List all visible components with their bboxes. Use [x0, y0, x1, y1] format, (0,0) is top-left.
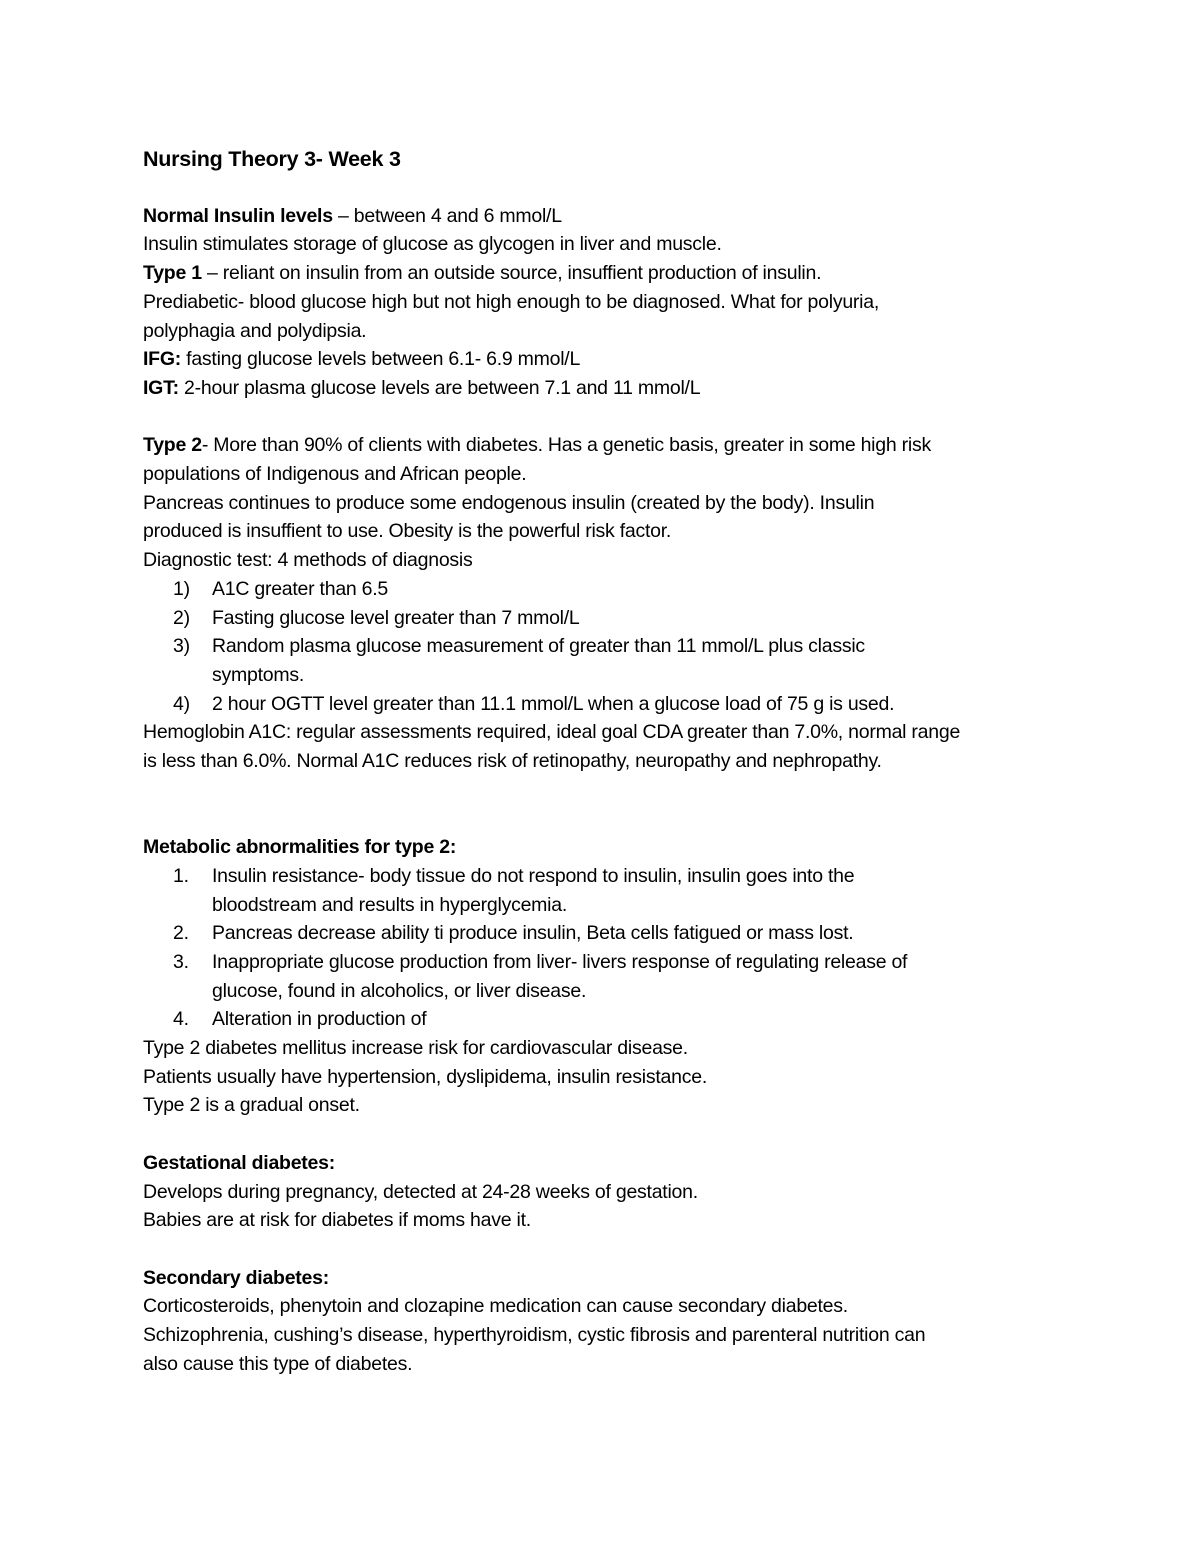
list-item-number: 1.: [173, 864, 189, 887]
secondary-heading: Secondary diabetes:: [143, 1266, 329, 1289]
insulin-levels-label: Normal Insulin levels: [143, 204, 333, 227]
list-item-number: 3.: [173, 950, 189, 973]
type2-text: - More than 90% of clients with diabetes. Has a genetic basis, greater in some high risk: [201, 434, 931, 457]
secondary-line-1: Corticosteroids, phenytoin and clozapine medication can cause secondary diabetes.: [143, 1295, 848, 1318]
list-item-text: Insulin resistance- body tissue do not respond to insulin, insulin goes into the: [212, 864, 855, 887]
type1-label: Type 1: [143, 262, 202, 285]
type2-label: Type 2: [143, 434, 202, 457]
type2-line-3: Pancreas continues to produce some endogenous insulin (created by the body). Insulin: [143, 491, 875, 514]
ifg-line: [143, 345, 1083, 374]
list-item-number: 2.: [173, 922, 189, 945]
type1-line: [143, 259, 1083, 288]
prediabetic-line-1: Prediabetic- blood glucose high but not high enough to be diagnosed. What for polyuria,: [143, 290, 880, 313]
type1-text: – reliant on insulin from an outside source, insuffient production of insulin.: [201, 262, 822, 285]
gestational-heading: Gestational diabetes:: [143, 1151, 335, 1174]
list-item: [143, 575, 1083, 604]
list-item-number: 3): [173, 635, 190, 658]
ifg-text: fasting glucose levels between 6.1- 6.9 mmol/L: [181, 348, 581, 371]
igt-text: 2-hour plasma glucose levels are between 7.1 and 11 mmol/L: [178, 376, 701, 399]
ifg-label: IFG:: [143, 348, 181, 371]
list-item: [143, 862, 1083, 919]
gestational-line-2: Babies are at risk for diabetes if moms have it.: [143, 1209, 531, 1232]
list-item-text: bloodstream and results in hyperglycemia.: [212, 893, 568, 916]
gestational-line-1: Develops during pregnancy, detected at 24-28 weeks of gestation.: [143, 1180, 698, 1203]
list-item-number: 4.: [173, 1008, 189, 1031]
document-body: [143, 145, 1083, 1378]
metabolic-list: [143, 862, 1083, 1034]
list-item-text: Pancreas decrease ability ti produce insulin, Beta cells fatigued or mass lost.: [212, 922, 854, 945]
insulin-levels-text: – between 4 and 6 mmol/L: [332, 204, 562, 227]
list-item-text: glucose, found in alcoholics, or liver disease.: [212, 979, 587, 1002]
secondary-line-3: also cause this type of diabetes.: [143, 1352, 413, 1375]
list-item: [143, 690, 1083, 719]
list-item-text: Alteration in production of: [212, 1008, 427, 1031]
list-item-number: 2): [173, 606, 190, 629]
list-item-text: 2 hour OGTT level greater than 11.1 mmol/L when a glucose load of 75 g is used.: [212, 692, 895, 715]
list-item: [143, 604, 1083, 633]
metabolic-heading: Metabolic abnormalities for type 2:: [143, 836, 457, 859]
list-item: [143, 919, 1083, 948]
metabolic-after-2: Patients usually have hypertension, dyslipidema, insulin resistance.: [143, 1065, 707, 1088]
list-item-number: 1): [173, 577, 190, 600]
metabolic-after-1: Type 2 diabetes mellitus increase risk for cardiovascular disease.: [143, 1037, 688, 1060]
type2-line-2: populations of Indigenous and African people.: [143, 463, 527, 486]
insulin-levels-line: [143, 202, 1083, 231]
list-item-text: Fasting glucose level greater than 7 mmol/L: [212, 606, 580, 629]
list-item-text: Random plasma glucose measurement of greater than 11 mmol/L plus classic: [212, 635, 865, 658]
list-item: [143, 1005, 1083, 1034]
a1c-line-1: Hemoglobin A1C: regular assessments required, ideal goal CDA greater than 7.0%, normal range: [143, 721, 961, 744]
list-item-text: Inappropriate glucose production from liver- livers response of regulating release of: [212, 950, 908, 973]
list-item-text: A1C greater than 6.5: [212, 577, 389, 600]
type2-line-1: [143, 431, 1083, 460]
metabolic-after-3: Type 2 is a gradual onset.: [143, 1094, 360, 1117]
prediabetic-line-2: polyphagia and polydipsia.: [143, 319, 367, 342]
a1c-line-2: is less than 6.0%. Normal A1C reduces risk of retinopathy, neuropathy and nephropathy.: [143, 750, 882, 773]
diagnostic-methods-list: [143, 575, 1083, 719]
list-item: [143, 948, 1083, 1005]
igt-line: [143, 374, 1083, 403]
list-item-text: symptoms.: [212, 663, 305, 686]
secondary-line-2: Schizophrenia, cushing’s disease, hyperthyroidism, cystic fibrosis and parenteral nutrition can: [143, 1324, 926, 1347]
list-item-number: 4): [173, 692, 190, 715]
diagnostic-line: Diagnostic test: 4 methods of diagnosis: [143, 549, 473, 572]
list-item: [143, 632, 1083, 689]
page-title: Nursing Theory 3- Week 3: [143, 147, 401, 171]
type2-line-4: produced is insuffient to use. Obesity is the powerful risk factor.: [143, 520, 672, 543]
insulin-storage-line: Insulin stimulates storage of glucose as glycogen in liver and muscle.: [143, 233, 722, 256]
igt-label: IGT:: [143, 376, 179, 399]
